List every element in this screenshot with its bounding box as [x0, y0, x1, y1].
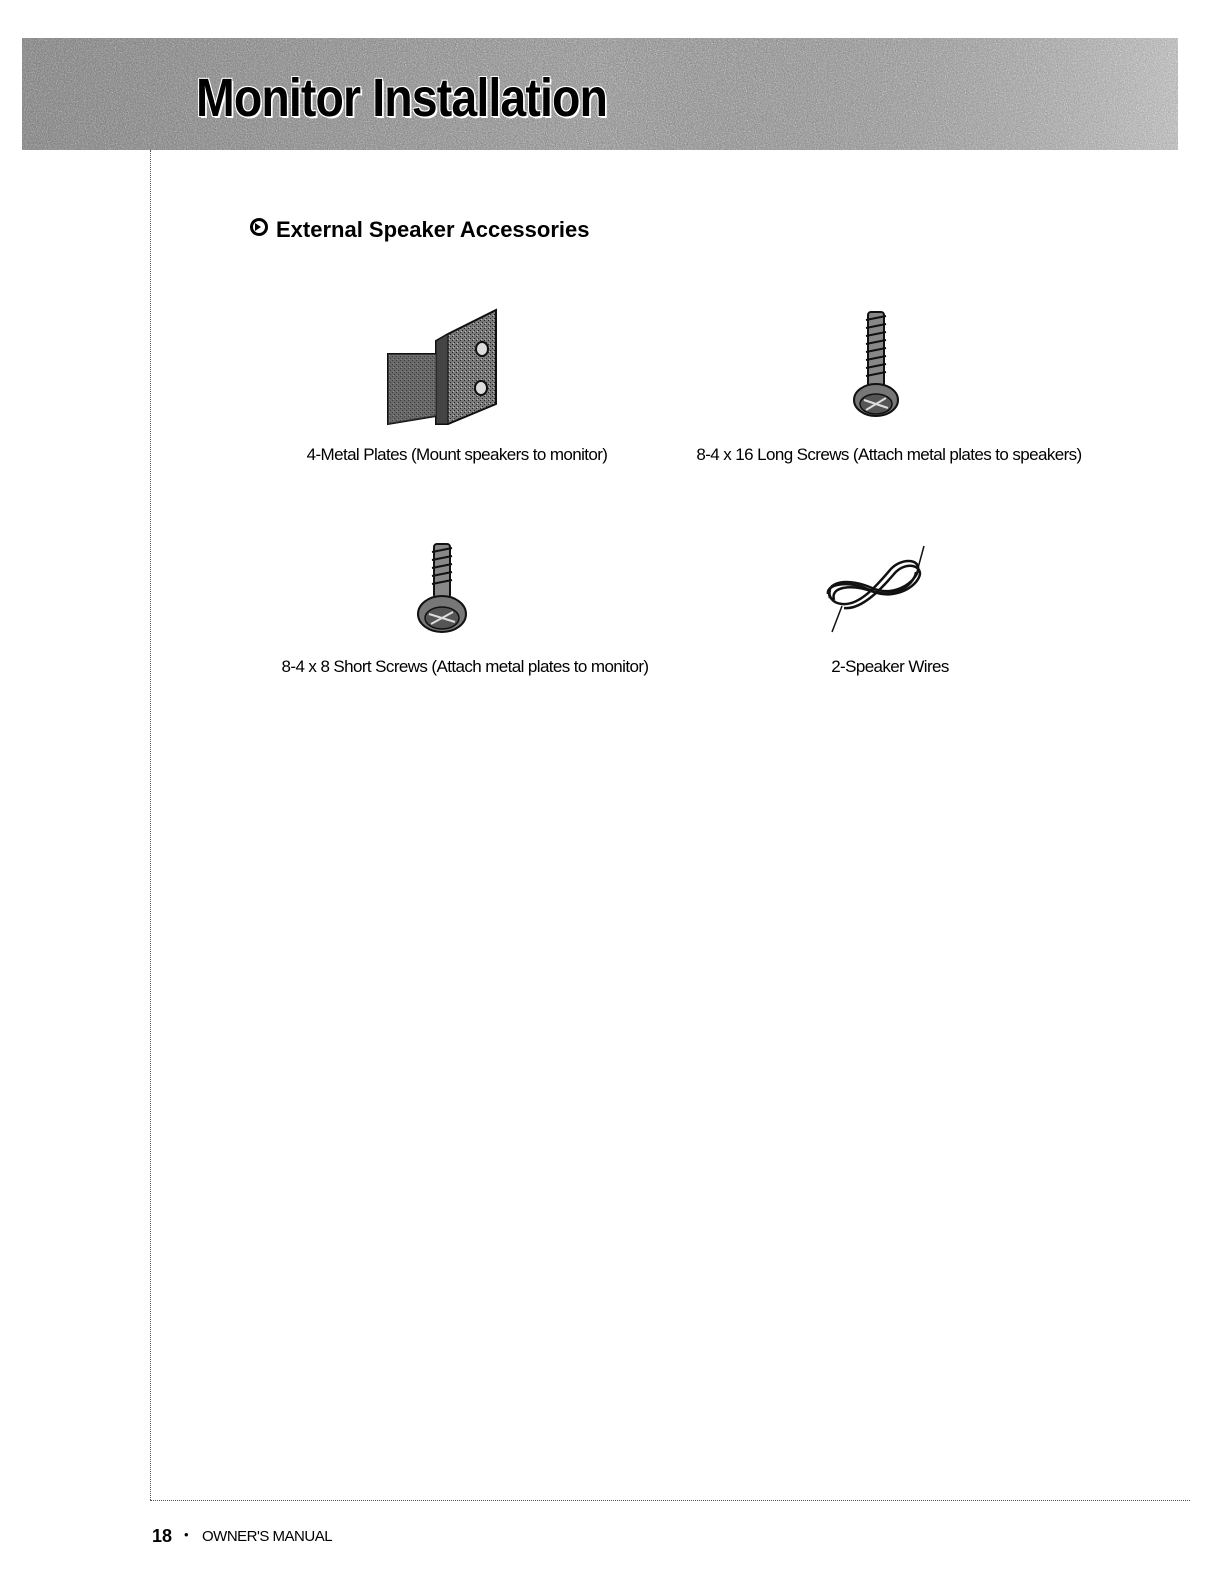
accessory-caption-metal-plates: 4-Metal Plates (Mount speakers to monitor)	[306, 445, 608, 464]
short-screw-icon	[412, 540, 472, 636]
accessory-caption-short-screws: 8-4 x 8 Short Screws (Attach metal plates to monitor)	[281, 657, 649, 676]
speaker-wire-icon	[820, 540, 930, 638]
section-heading-text: External Speaker Accessories	[276, 217, 590, 242]
long-screw-icon	[848, 308, 904, 420]
footer-separator: •	[184, 1527, 189, 1542]
accessory-caption-long-screws: 8-4 x 16 Long Screws (Attach metal plates to speakers)	[696, 445, 1082, 464]
circle-arrow-bullet-icon	[250, 218, 268, 236]
accessory-caption-speaker-wires: 2-Speaker Wires	[831, 657, 949, 676]
left-margin-rule	[150, 150, 151, 1500]
page-number: 18	[152, 1526, 173, 1546]
section-heading	[250, 214, 590, 246]
page-title: Monitor Installation	[196, 68, 608, 128]
bottom-margin-rule	[150, 1500, 1190, 1501]
metal-plate-icon	[378, 306, 508, 428]
footer-manual-label: OWNER'S MANUAL	[202, 1528, 333, 1545]
